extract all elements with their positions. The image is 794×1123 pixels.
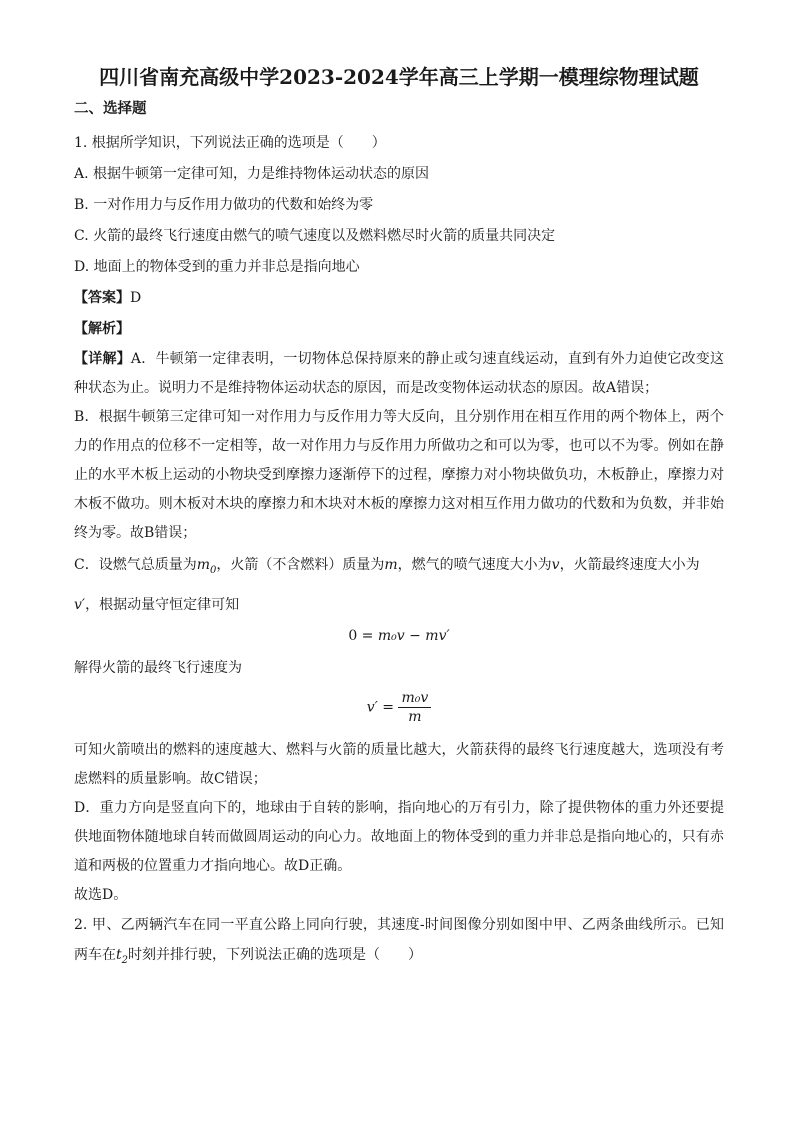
question-2-part2: 时刻并排行驶，下列说法正确的选项是（ ） — [128, 946, 423, 963]
equation-momentum: 0 = m₀v − mv′ — [348, 627, 450, 644]
equation-final-velocity: v′ = $\frac{\text{m₀v}}{m}$ — [74, 689, 724, 726]
detail-b: B．根据牛顿第三定律可知一对作用力与反作用力等大反向，且分别作用在相互作用的两个物体上，两个力的作用点的位移不一定相等，故一对作用力与反作用力所做功之和可以为零，也可以不为零。例如在静止的水平木板上运动的小物块受到摩擦力逐渐停下的过程，摩擦力对小物块做负功，木板静止，摩擦力对木板不做功。则木板对木块的摩擦力和木块对木板的摩擦力这对相互作用力做功的代数和为负数，并非始终为零。故B错误； — [74, 409, 724, 541]
document-title: 四川省南充高级中学2023-2024学年高三上学期一模理综物理试题 — [99, 65, 699, 89]
detail-c-part3: ，燃气的喷气速度大小为 — [397, 557, 552, 573]
question-2-part1: 2. 甲、乙两辆汽车在同一平直公路上同向行驶，其速度-时间图像分别如图中甲、乙两条曲线所示。已知两车在 — [74, 916, 724, 963]
detail-d: D．重力方向是竖直向下的，地球由于自转的影响，指向地心的万有引力，除了提供物体的重力外还要提供地面物体随地球自转而做圆周运动的向心力。故地面上的物体受到的重力并非总是指向地心的，只有赤道和两极的位置重力才指向地心。故D正确。 — [74, 799, 724, 874]
detail-c-part2: ，火箭（不含燃料）质量为 — [216, 557, 385, 573]
question-1-stem: 1. 根据所学知识，下列说法正确的选项是（ ） — [74, 135, 386, 151]
math-m: m — [384, 557, 398, 573]
answer-tag: 【答案】 — [74, 290, 130, 306]
document-page — [74, 62, 724, 976]
answer-line — [74, 283, 724, 314]
analysis-tag: 【解析】 — [74, 321, 130, 337]
conclusion: 故选D。 — [74, 886, 128, 903]
section-heading: 二、选择题 — [74, 100, 147, 117]
detail-c-after: 可知火箭喷出的燃料的速度越大、燃料与火箭的质量比越大，火箭获得的最终飞行速度越大，选项没有考虑燃料的质量影响。故C错误； — [74, 741, 724, 787]
detail-c-part1: C．设燃气总质量为 — [74, 557, 197, 573]
question-2-stem — [74, 910, 724, 976]
detail-c-part5: ，根据动量守恒定律可知 — [85, 596, 240, 613]
option-a: A. 根据牛顿第一定律可知，力是维持物体运动状态的原因 — [74, 166, 430, 182]
analysis-line — [74, 314, 724, 345]
option-d: D. 地面上的物体受到的重力并非总是指向地心 — [74, 259, 360, 275]
answer-value: D — [130, 290, 142, 306]
detail-a — [74, 345, 724, 403]
math-v: v — [551, 557, 560, 573]
detail-c — [74, 548, 724, 622]
math-vprime: v′ — [74, 596, 86, 613]
option-b: B. 一对作用力与反作用力做功的代数和始终为零 — [74, 197, 374, 213]
math-m0: $m_0$ — [196, 557, 217, 576]
solve-text: 解得火箭的最终飞行速度为 — [74, 659, 242, 676]
fraction: $\frac{\text{m₀v}}{m}$ — [398, 689, 431, 726]
option-c: C. 火箭的最终飞行速度由燃气的喷气速度以及燃料燃尽时火箭的质量共同决定 — [74, 228, 556, 244]
detail-tag: 【详解】 — [74, 351, 131, 367]
detail-a-text: A．牛顿第一定律表明，一切物体总保持原来的静止或匀速直线运动，直到有外力迫使它改变这种状态为止。说明力不是维持物体运动状态的原因，而是改变物体运动状态的原因。故A错误； — [74, 351, 725, 396]
detail-c-part4: ，火箭最终速度大小为 — [559, 557, 700, 573]
math-t2: $t_2$ — [116, 946, 129, 966]
